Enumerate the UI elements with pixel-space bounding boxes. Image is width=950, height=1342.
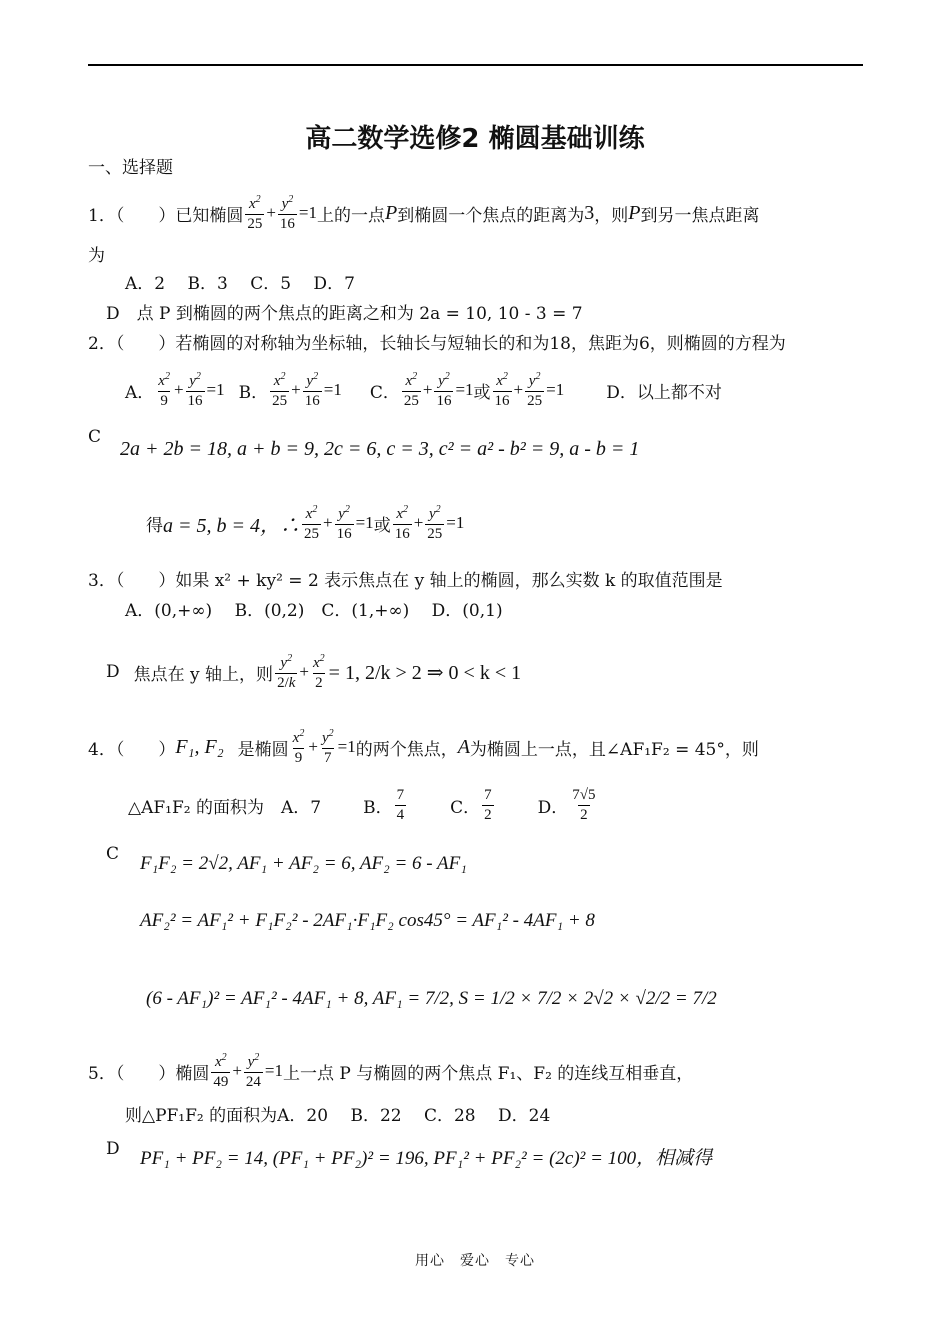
q4-option-b: B． [363, 797, 393, 818]
q1-text-2: 到椭圆一个焦点的距离为 [397, 205, 585, 226]
page-title: 高二数学选修2 椭圆基础训练 [305, 124, 645, 154]
q5-number: 5．（ ）椭圆 [88, 1063, 210, 1084]
q4-option-c: C． [450, 797, 481, 818]
q4-text-2: 的两个焦点， [355, 739, 458, 760]
q2-ab-values: a = 5, b = 4，∴ [163, 514, 300, 537]
q5-stem: 5．（ ）椭圆 $\frac{x^2}{49}$ + $\frac{y^2}{24}$ =1 上一点 P 与椭圆的两个焦点 F₁、F₂ 的连线互相垂直， [88, 1051, 694, 1090]
q4-text-1: 是椭圆 [237, 739, 289, 760]
q4-point-a: A [457, 735, 470, 758]
q1-continuation: 为 [88, 246, 105, 266]
q4-foci: F₁, F₂ [175, 735, 224, 758]
q1-fraction-y: $\frac{y^2}{16}$ [279, 193, 295, 232]
q1-text-4: 到另一焦点距离 [640, 205, 760, 226]
q2-option-b: B． [238, 382, 269, 403]
q2-option-d: D．以上都不对 [606, 382, 722, 403]
q2-answer-line2: 得 a = 5, b = 4，∴ $\frac{x^2}{25}$ + $\frac{y^2}{16}$ =1 或 $\frac{x^2}{16}$ + $\frac{y^2}{25}$ =1 [146, 503, 465, 542]
q3-stem: 3．（ ）如果 x² + ky² = 2 表示焦点在 y 轴上的椭圆，那么实数 k 的取值范围是 [88, 571, 723, 591]
q4-option-d: D． [537, 797, 569, 818]
q1-point-p: P [385, 201, 398, 224]
q4-answer-line1: F₁F₂ = 2√2, AF₁ + AF₂ = 6, AF₂ = 6 - AF₁ [140, 853, 467, 874]
q1-answer: D 点 P 到椭圆的两个焦点的距离之和为 2a = 10, 10 - 3 = 7 [106, 304, 583, 324]
q1-text-mid: 上的一点 [317, 205, 386, 226]
q3-options: A．(0,+∞) B．(0,2) C．(1,+∞) D．(0,1) [125, 601, 503, 621]
q3-answer: D 焦点在 y 轴上，则 $\frac{y^2}{2/k}$ + $\frac{x^2}{2}$ = 1, 2/k > 2 ⇒ 0 < k < 1 [106, 652, 522, 691]
q1-fraction-x: $\frac{x^2}{25}$ [247, 193, 263, 232]
q4-answer-line2: AF₂² = AF₁² + F₁F₂² - 2AF₁·F₁F₂ cos45° = AF₁² - 4AF₁ + 8 [140, 910, 595, 931]
q4-options: △AF₁F₂ 的面积为 A．7 B． $\frac{7}{4}$ C． $\frac{7}{2}$ D． $\frac{7√5}{2}$ [128, 786, 596, 823]
q2-answer-line1: 2a + 2b = 18, a + b = 9, 2c = 6, c = 3, c² = a² - b² = 9, a - b = 1 [120, 438, 640, 460]
q1-stem: 1．（ ）已知椭圆 $\frac{x^2}{25}$ + $\frac{y^2}{16}$ =1 上的一点 P 到椭圆一个焦点的距离为 3 ，则 P 到另一焦点距离 [88, 193, 760, 232]
q1-distance: 3 [584, 201, 595, 224]
q2-stem: 2．（ ）若椭圆的对称轴为坐标轴，长轴长与短轴长的和为18，焦距为6，则椭圆的方程为 [88, 334, 786, 354]
q1-text-3: ，则 [594, 205, 629, 226]
q2-or-2: 或 [373, 515, 391, 536]
q2-option-c: C． [369, 382, 400, 403]
q2-option-a: A． [125, 382, 155, 403]
q4-area-option-a: △AF₁F₂ 的面积为 A．7 [128, 797, 322, 818]
q4-answer-letter: C [106, 844, 120, 864]
header-rule [88, 64, 863, 66]
q4-answer-line3: (6 - AF₁)² = AF₁² - 4AF₁ + 8, AF₁ = 7/2, S = 1/2 × 7/2 × 2√2 × √2/2 = 7/2 [146, 988, 717, 1009]
q3-answer-tail: = 1, 2/k > 2 ⇒ 0 < k < 1 [328, 661, 522, 684]
q1-options: A．2 B．3 C．5 D．7 [125, 274, 355, 294]
q3-answer-letter: D [106, 662, 120, 682]
q2-options: A． $\frac{x^2}{9}$ + $\frac{y^2}{16}$ =1 B． $\frac{x^2}{25}$ + $\frac{y^2}{16}$ =1 C． $\frac{x^2}{25}$ + $\frac{y^2}{16}$ =1 或 $\frac{x^2}{16}$ + $\frac{y^2}{25}$ =1 D．以上都不对 [125, 370, 722, 409]
section-heading: 一、选择题 [88, 158, 173, 178]
q4-stem: 4．（ ） F₁, F₂ 是椭圆 $\frac{x^2}{9}$ + $\frac{y^2}{7}$ =1 的两个焦点， A 为椭圆上一点，且∠AF₁F₂ = 45°，则 [88, 727, 759, 766]
q4-number: 4．（ ） [88, 739, 176, 760]
q5-text-2: 则△PF₁F₂ 的面积为A．20 B．22 C．28 D．24 [125, 1106, 551, 1126]
q2-answer-letter: C [88, 427, 102, 447]
q3-answer-text: 焦点在 y 轴上，则 [133, 664, 274, 685]
q5-answer-line: PF₁ + PF₂ = 14, (PF₁ + PF₂)² = 196, PF₁² + PF₂² = (2c)² = 100，相减得 [140, 1148, 713, 1169]
page-footer: 用心 爱心 专心 [415, 1253, 535, 1269]
q2-or: 或 [473, 382, 491, 403]
q4-text-3: 为椭圆上一点，且∠AF₁F₂ = 45°，则 [469, 739, 759, 760]
q2-de: 得 [146, 515, 163, 536]
q1-number: 1．（ ）已知椭圆 [88, 205, 244, 226]
q5-text-1: 上一点 P 与椭圆的两个焦点 F₁、F₂ 的连线互相垂直， [283, 1063, 694, 1084]
q5-answer-letter: D [106, 1139, 120, 1159]
